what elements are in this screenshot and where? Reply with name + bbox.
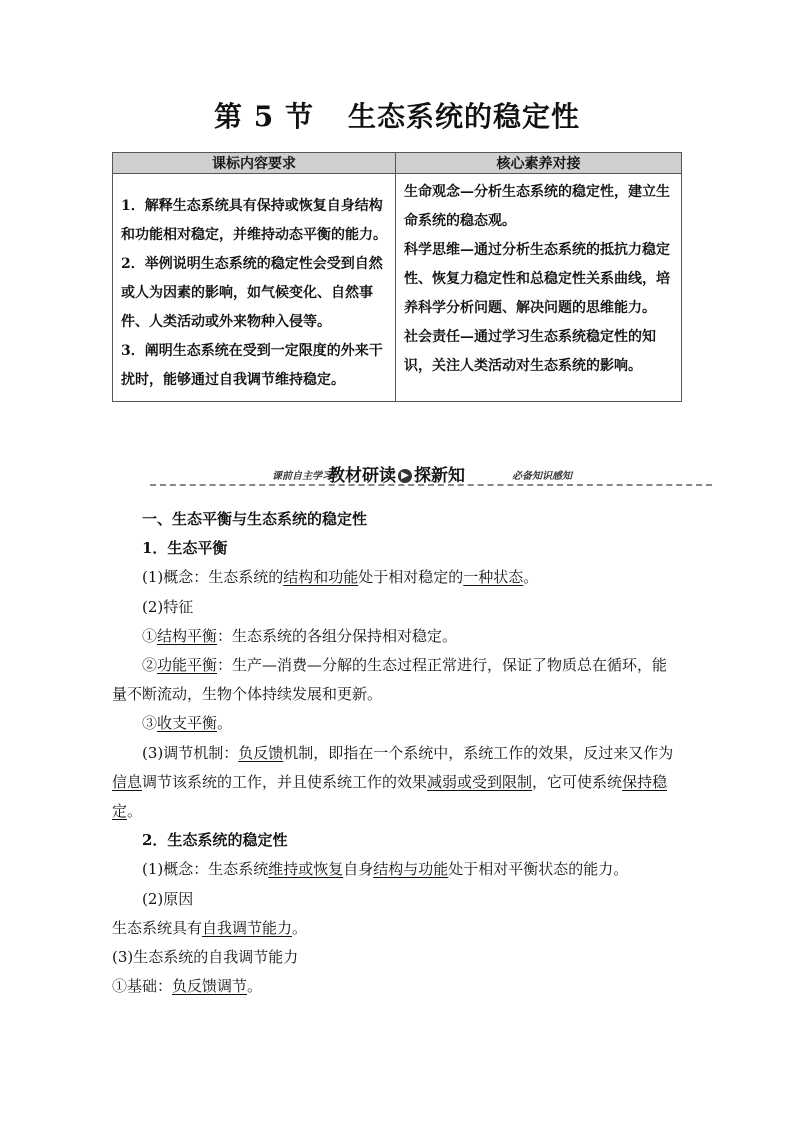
reason-heading: (2)原因 — [142, 889, 194, 908]
answer-blank: 负反馈调节 — [172, 977, 248, 996]
requirement-item: 2．举例说明生态系统的稳定性会受到自然或人为因素的影响，如气候变化、自然事件、人类活动或外来物种入侵等。 — [121, 256, 383, 330]
answer-blank: 信息 — [112, 772, 143, 791]
competency-cell — [396, 174, 682, 402]
banner-title-a: 教材研读 — [328, 466, 396, 486]
feature-3 — [112, 709, 682, 738]
text: (3)调节机制： — [142, 743, 239, 762]
banner-left-label: 课前自主学习 — [272, 471, 332, 482]
reason-text — [112, 914, 682, 943]
answer-blank: 功能平衡 — [157, 656, 218, 675]
text: ① — [142, 626, 158, 645]
answer-blank: 负反馈 — [238, 743, 284, 762]
text: ：生态系统的各组分保持相对稳定。 — [217, 626, 458, 645]
regulation-paragraph — [112, 739, 682, 827]
basis-paragraph — [112, 972, 682, 1001]
feature-heading: (2)特征 — [142, 597, 194, 616]
curriculum-cell — [113, 174, 396, 402]
text: 自身 — [343, 860, 374, 879]
answer-blank: 结构和功能 — [283, 568, 359, 587]
banner-title — [328, 461, 465, 486]
feature-1 — [112, 622, 682, 651]
banner-title-b: 探新知 — [414, 466, 465, 486]
heading-1-1: 1．生态平衡 — [142, 539, 228, 558]
text: 。 — [292, 918, 308, 937]
text: ，它可使系统 — [532, 772, 623, 791]
answer-blank: 保持稳定 — [112, 772, 668, 821]
main-content — [112, 505, 682, 1001]
text: ：生产—消费—分解的生态过程正常进行，保证了物质总在循环，能量不断流动，生物个体持续发展和更新。 — [112, 656, 668, 704]
text: 。 — [217, 714, 233, 733]
text: 处于相对平衡状态的能力。 — [448, 860, 629, 879]
arrow-icon: ▶ — [398, 469, 412, 483]
section-name: 生态系统的稳定性 — [347, 100, 580, 133]
text: 。 — [247, 977, 263, 996]
feature-2 — [112, 651, 682, 709]
section-number: 第 5 节 — [214, 100, 314, 133]
requirement-item: 3．阐明生态系统在受到一定限度的外来干扰时，能够通过自我调节维持稳定。 — [121, 343, 383, 388]
competency-item: 科学思维—通过分析生态系统的抵抗力稳定性、恢复力稳定性和总稳定性关系曲线，培养科学分析问题、解决问题的思维能力。 — [404, 242, 670, 316]
text: (1)概念：生态系统的 — [142, 568, 284, 587]
answer-blank: 结构与功能 — [373, 860, 449, 879]
self-regulation-heading: (3)生态系统的自我调节能力 — [112, 948, 299, 967]
answer-blank: 一种状态 — [463, 568, 524, 587]
section-banner — [150, 462, 712, 486]
competency-item: 生命观念—分析生态系统的稳定性，建立生命系统的稳态观。 — [404, 184, 670, 229]
text: ② — [142, 656, 158, 675]
answer-blank: 维持或恢复 — [268, 860, 344, 879]
text: 处于相对稳定的 — [358, 568, 464, 587]
text: 。 — [523, 568, 539, 587]
text: 。 — [127, 802, 143, 821]
text: 机制，即指在一个系统中，系统工作的效果，反过来又作为 — [283, 743, 674, 762]
text: 生态系统具有 — [112, 918, 203, 937]
text: ①基础： — [112, 977, 173, 996]
heading-1: 一、生态平衡与生态系统的稳定性 — [142, 510, 368, 528]
banner-right-label: 必备知识感知 — [512, 471, 572, 482]
text: 调节该系统的工作，并且使系统工作的效果 — [142, 772, 428, 791]
concept-paragraph — [112, 563, 682, 592]
heading-1-2: 2．生态系统的稳定性 — [142, 831, 288, 850]
requirement-item: 1．解释生态系统具有保持或恢复自身结构和功能相对稳定，并维持动态平衡的能力。 — [121, 198, 387, 243]
header-competency: 核心素养对接 — [396, 153, 682, 174]
curriculum-table — [112, 152, 682, 402]
competency-item: 社会责任—通过学习生态系统稳定性的知识，关注人类活动对生态系统的影响。 — [404, 329, 656, 374]
page-title — [0, 95, 794, 135]
concept2-paragraph — [112, 855, 682, 884]
answer-blank: 自我调节能力 — [202, 918, 293, 937]
text: (1)概念：生态系统 — [142, 860, 269, 879]
answer-blank: 结构平衡 — [157, 626, 218, 645]
text: ③ — [142, 714, 158, 733]
answer-blank: 减弱或受到限制 — [427, 772, 533, 791]
answer-blank: 收支平衡 — [157, 714, 218, 733]
header-curriculum: 课标内容要求 — [113, 153, 396, 174]
